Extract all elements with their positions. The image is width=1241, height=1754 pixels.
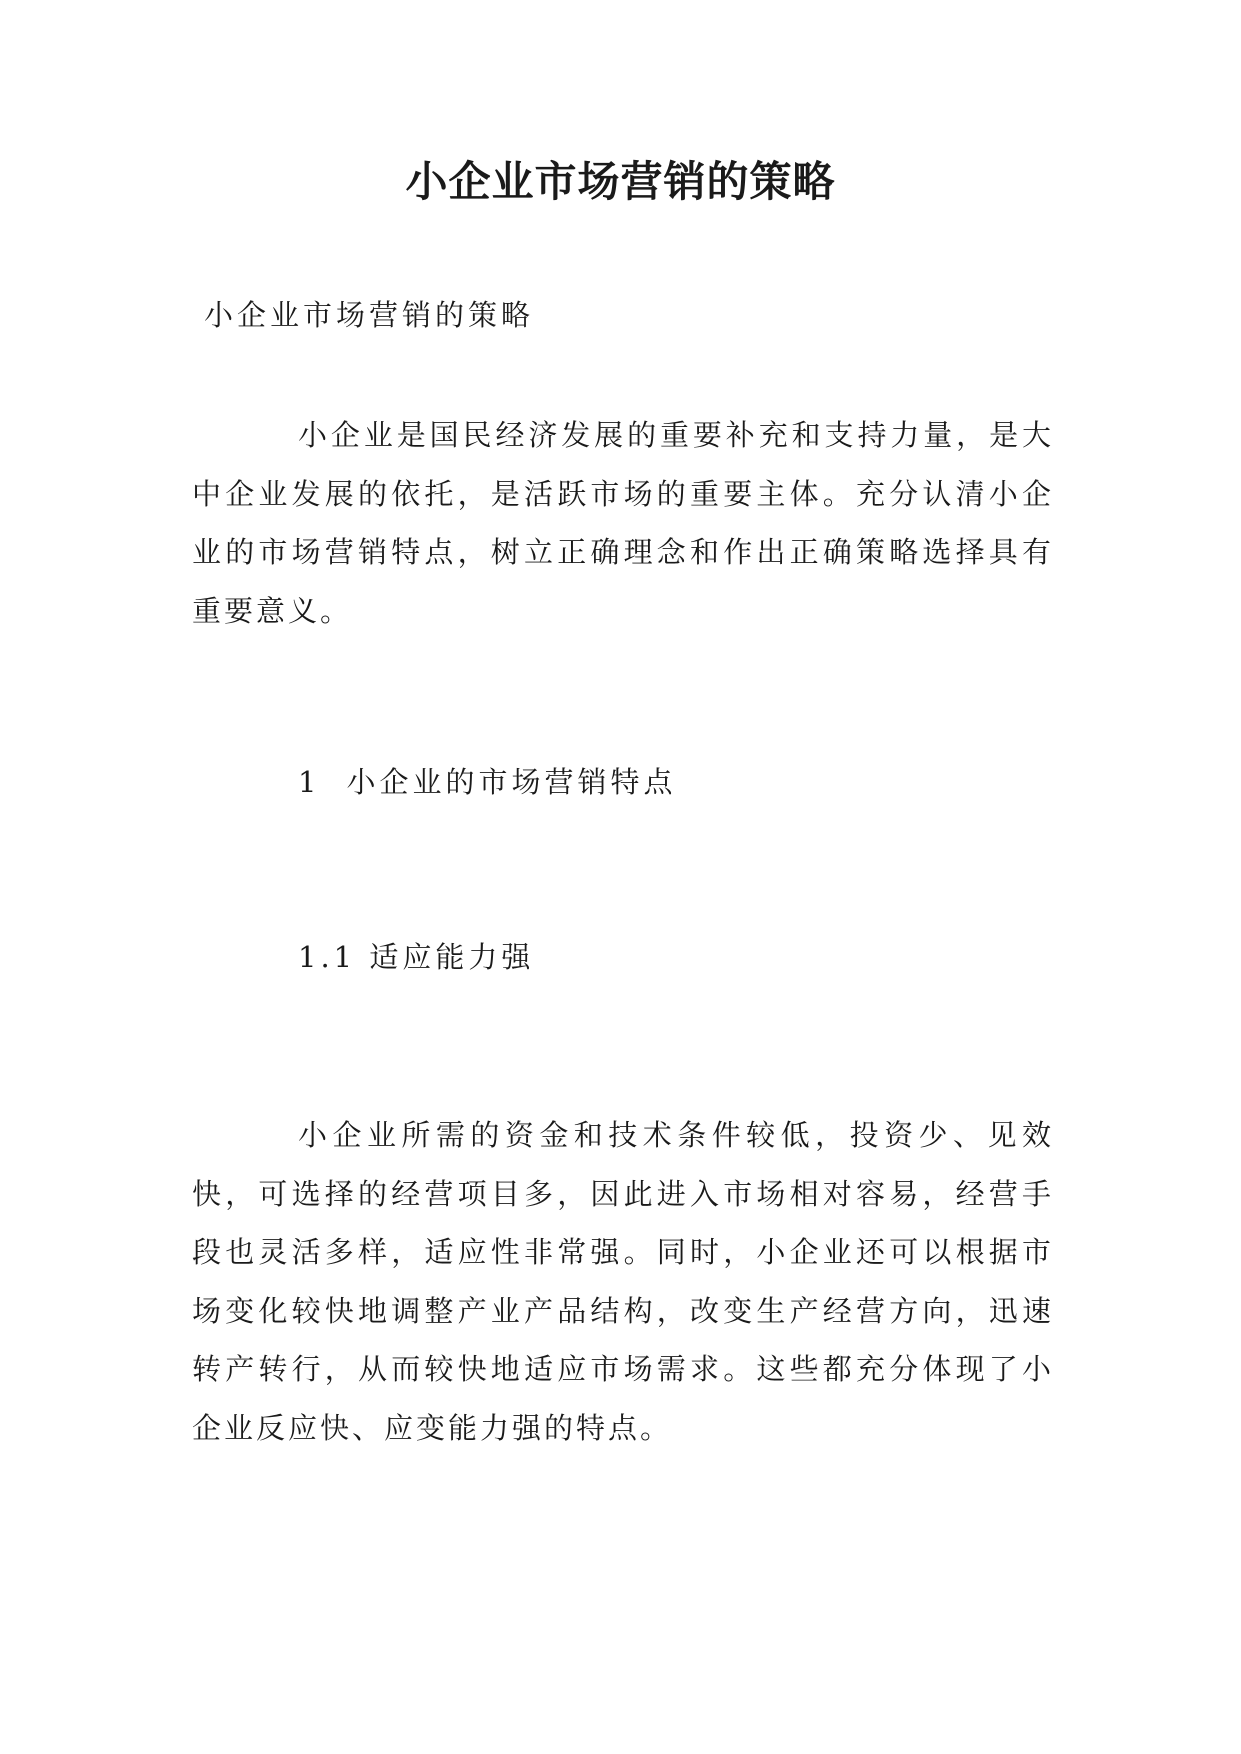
intro-paragraph: 小企业是国民经济发展的重要补充和支持力量，是大中企业发展的依托，是活跃市场的重要主体。充分认清小企业的市场营销特点，树立正确理念和作出正确策略选择具有重要意义。	[192, 418, 1054, 628]
section-heading-1	[298, 760, 676, 804]
document-subtitle: 小企业市场营销的策略	[204, 298, 535, 332]
document-title: 小企业市场营销的策略	[405, 157, 836, 206]
body-paragraph: 小企业所需的资金和技术条件较低，投资少、见效快，可选择的经营项目多，因此进入市场相对容易，经营手段也灵活多样，适应性非常强。同时，小企业还可以根据市场变化较快地调整产业产品结构，改变生产经营方向，迅速转产转行，从而较快地适应市场需求。这些都充分体现了小企业反应快、应变能力强的特点。	[192, 1118, 1054, 1445]
section-number: 1	[298, 765, 321, 799]
section-title: 小企业的市场营销特点	[346, 765, 677, 799]
subsection-heading-1-1: 1.1 适应能力强	[298, 940, 535, 974]
